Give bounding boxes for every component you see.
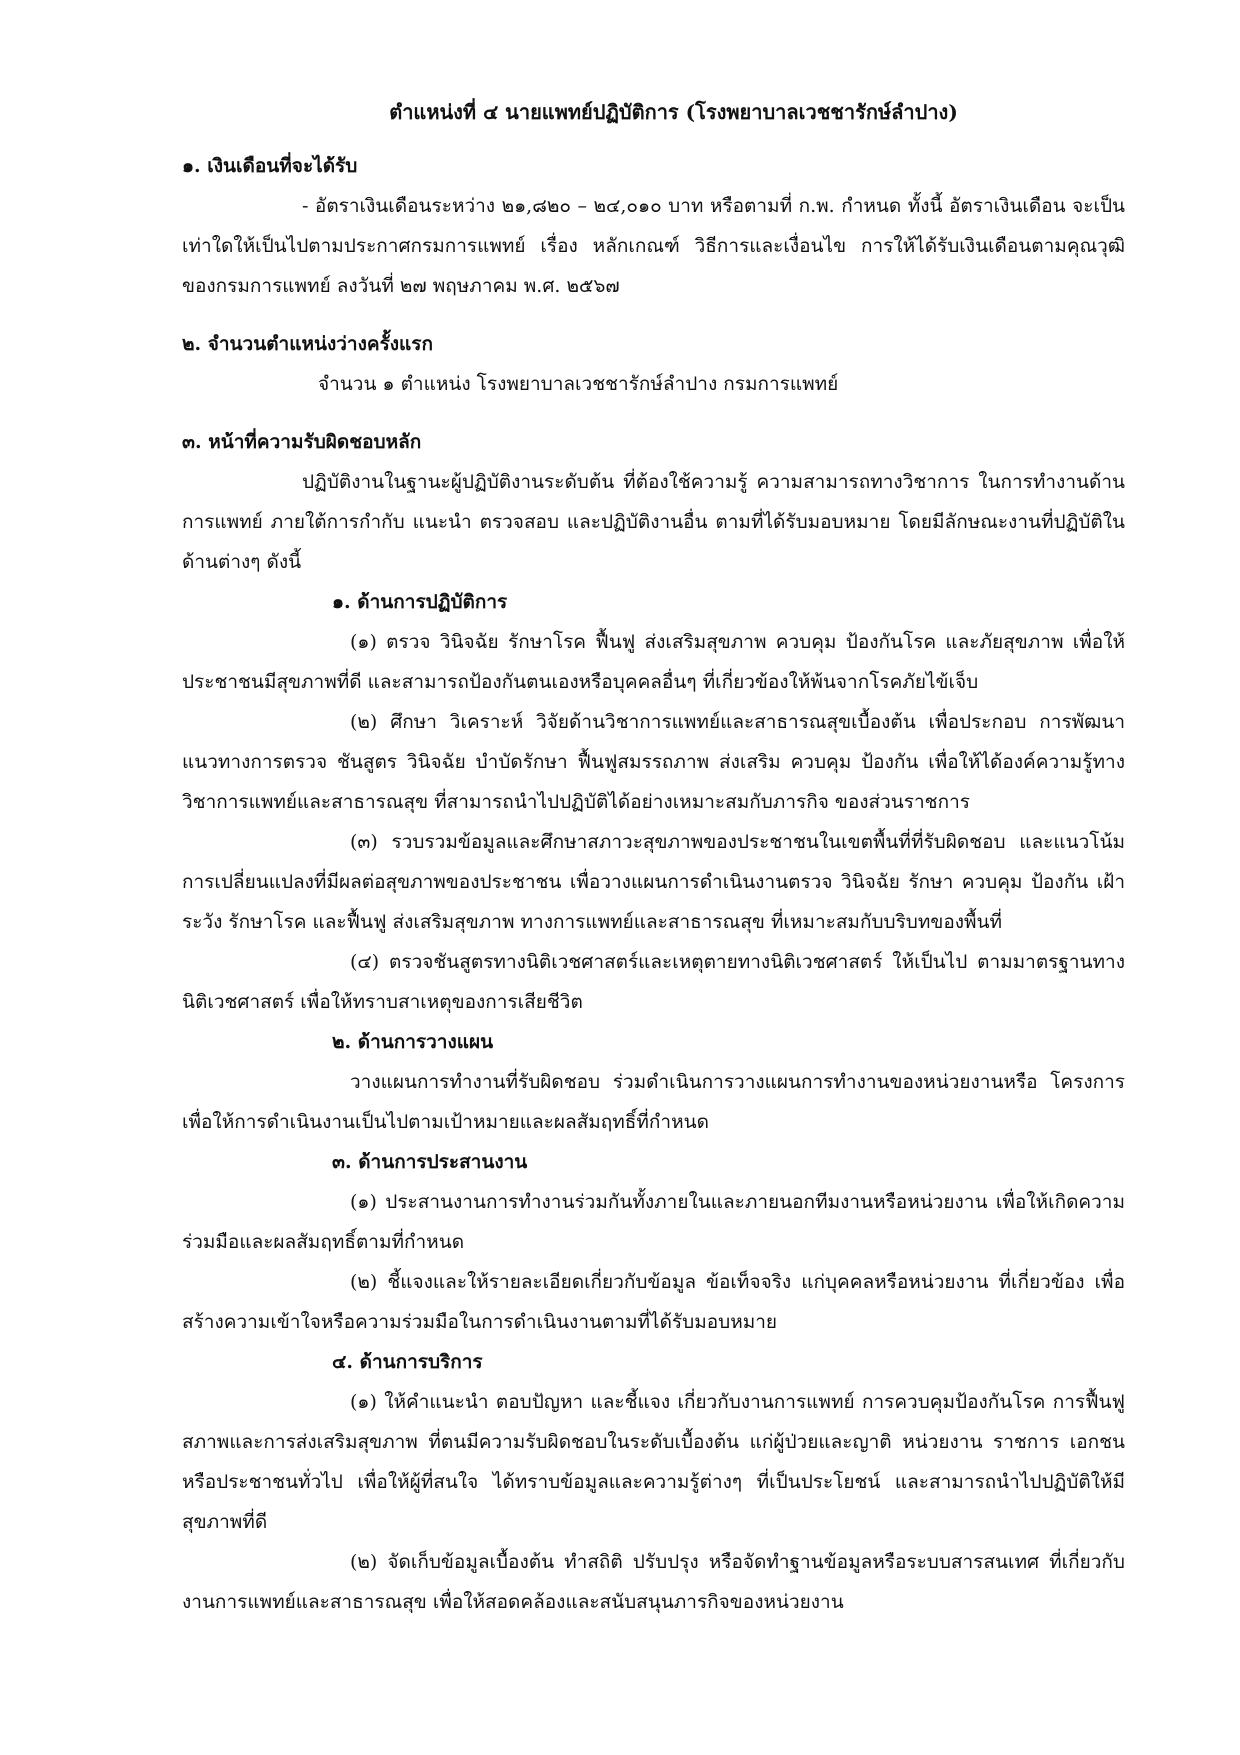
- section-3-heading: ๓. หน้าที่ความรับผิดชอบหลัก: [182, 431, 422, 453]
- operations-item: (๑) ตรวจ วินิจฉัย รักษาโรค ฟื้นฟู ส่งเสริมสุขภาพ ควบคุม ป้องกันโรค และภัยสุขภาพ เพื่อให้ประชาชนมีสุขภาพที่ดี และสามารถป้องกันตนเองหรือบุคคลอื่นๆ ที่เกี่ยวข้องให้พ้นจากโรคภัยไข้เจ็บ: [182, 631, 1125, 693]
- page-title: ตำแหน่งที่ ๔ นายแพทย์ปฏิบัติการ (โรงพยาบาลเวชชารักษ์ลำปาง): [389, 100, 958, 124]
- coordination-item: (๒) ชี้แจงและให้รายละเอียดเกี่ยวกับข้อมูล ข้อเท็จจริง แก่บุคคลหรือหน่วยงาน ที่เกี่ยวข้อง เพื่อสร้างความเข้าใจหรือความร่วมมือในการดำเนินงานตามที่ได้รับมอบหมาย: [182, 1271, 1125, 1333]
- duties-intro-paragraph: ปฏิบัติงานในฐานะผู้ปฏิบัติงานระดับต้น ที่ต้องใช้ความรู้ ความสามารถทางวิชาการ ในการทำงานด้านการแพทย์ ภายใต้การกำกับ แนะนำ ตรวจสอบ และปฏิบัติงานอื่น ตามที่ได้รับมอบหมาย โดยมีลักษณะงานที่ปฏิบัติในด้านต่างๆ ดังนี้: [182, 471, 1125, 573]
- coordination-item: (๑) ประสานงานการทำงานร่วมกันทั้งภายในและภายนอกทีมงานหรือหน่วยงาน เพื่อให้เกิดความร่วมมือและผลสัมฤทธิ์ตามที่กำหนด: [182, 1191, 1125, 1253]
- section-2-heading: ๒. จำนวนตำแหน่งว่างครั้งแรก: [182, 333, 434, 355]
- service-item: (๒) จัดเก็บข้อมูลเบื้องต้น ทำสถิติ ปรับปรุง หรือจัดทำฐานข้อมูลหรือระบบสารสนเทศ ที่เกี่ยวกับงานการแพทย์และสาธารณสุข เพื่อให้สอดคล้องและสนับสนุนภารกิจของหน่วยงาน: [182, 1551, 1125, 1613]
- section-1-heading: ๑. เงินเดือนที่จะได้รับ: [182, 155, 358, 177]
- subsection-coordination-heading: ๓. ด้านการประสานงาน: [332, 1151, 528, 1173]
- operations-item: (๔) ตรวจชันสูตรทางนิติเวชศาสตร์และเหตุตายทางนิติเวชศาสตร์ ให้เป็นไป ตามมาตรฐานทางนิติเวชศาสตร์ เพื่อให้ทราบสาเหตุของการเสียชีวิต: [182, 951, 1125, 1013]
- planning-paragraph: วางแผนการทำงานที่รับผิดชอบ ร่วมดำเนินการวางแผนการทำงานของหน่วยงานหรือ โครงการ เพื่อให้การดำเนินงานเป็นไปตามเป้าหมายและผลสัมฤทธิ์ที่กำหนด: [182, 1071, 1125, 1133]
- service-item: (๑) ให้คำแนะนำ ตอบปัญหา และชี้แจง เกี่ยวกับงานการแพทย์ การควบคุมป้องกันโรค การฟื้นฟูสภาพและการส่งเสริมสุขภาพ ที่ตนมีความรับผิดชอบในระดับเบื้องต้น แก่ผู้ป่วยและญาติ หน่วยงาน ราชการ เอกชน หรือประชาชนทั่วไป เพื่อให้ผู้ที่สนใจ ได้ทราบข้อมูลและความรู้ต่างๆ ที่เป็นประโยชน์ และสามารถนำไปปฏิบัติให้มีสุขภาพที่ดี: [182, 1391, 1125, 1533]
- subsection-planning-heading: ๒. ด้านการวางแผน: [332, 1031, 494, 1053]
- operations-item: (๒) ศึกษา วิเคราะห์ วิจัยด้านวิชาการแพทย์และสาธารณสุขเบื้องต้น เพื่อประกอบ การพัฒนาแนวทางการตรวจ ชันสูตร วินิจฉัย บำบัดรักษา ฟื้นฟูสมรรถภาพ ส่งเสริม ควบคุม ป้องกัน เพื่อให้ได้องค์ความรู้ทางวิชาการแพทย์และสาธารณสุข ที่สามารถนำไปปฏิบัติได้อย่างเหมาะสมกับภารกิจ ของส่วนราชการ: [182, 711, 1125, 813]
- salary-paragraph: - อัตราเงินเดือนระหว่าง ๒๑,๘๒๐ – ๒๔,๐๑๐ บาท หรือตามที่ ก.พ. กำหนด ทั้งนี้ อัตราเงินเดือน จะเป็นเท่าใดให้เป็นไปตามประกาศกรมการแพทย์ เรื่อง หลักเกณฑ์ วิธีการและเงื่อนไข การให้ได้รับเงินเดือนตามคุณวุฒิ ของกรมการแพทย์ ลงวันที่ ๒๗ พฤษภาคม พ.ศ. ๒๕๖๗: [182, 195, 1125, 297]
- subsection-operations-heading: ๑. ด้านการปฏิบัติการ: [332, 591, 508, 613]
- vacancy-count-paragraph: จำนวน ๑ ตำแหน่ง โรงพยาบาลเวชชารักษ์ลำปาง กรมการแพทย์: [318, 373, 839, 395]
- subsection-service-heading: ๔. ด้านการบริการ: [332, 1351, 483, 1373]
- operations-item: (๓) รวบรวมข้อมูลและศึกษาสภาวะสุขภาพของประชาชนในเขตพื้นที่ที่รับผิดชอบ และแนวโน้มการเปลี่ยนแปลงที่มีผลต่อสุขภาพของประชาชน เพื่อวางแผนการดำเนินงานตรวจ วินิจฉัย รักษา ควบคุม ป้องกัน เฝ้าระวัง รักษาโรค และฟื้นฟู ส่งเสริมสุขภาพ ทางการแพทย์และสาธารณสุข ที่เหมาะสมกับบริบทของพื้นที่: [182, 831, 1125, 933]
